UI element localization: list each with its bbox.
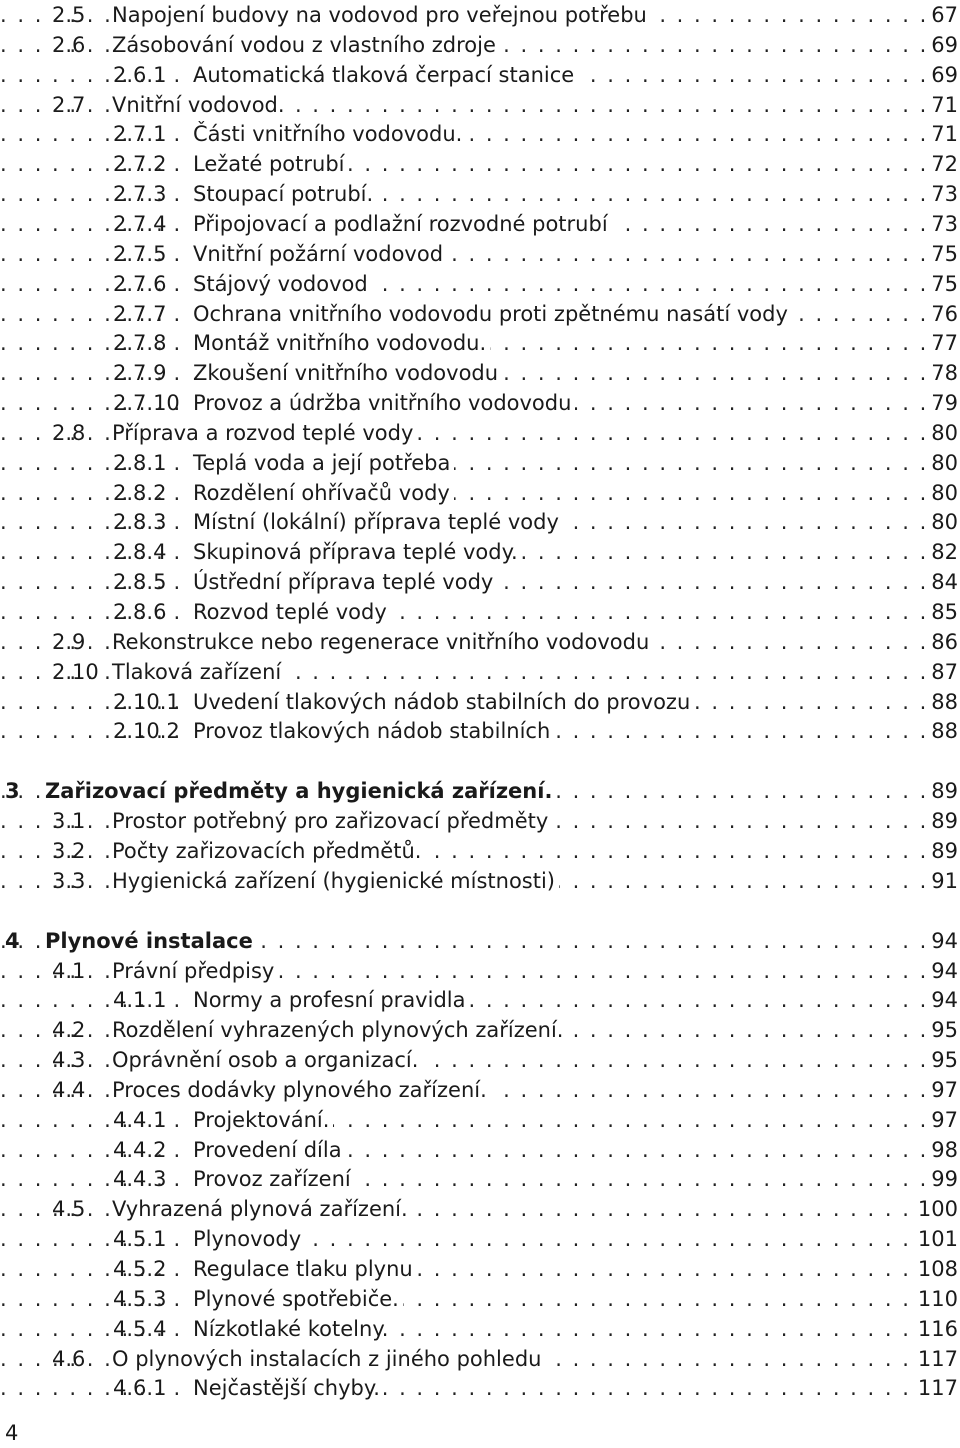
- toc-entry-row[interactable]: [0, 0, 960, 30]
- toc-entry-number: 4.6: [52, 1346, 86, 1371]
- toc-entry-page: 97: [925, 1105, 958, 1135]
- toc-leader-dots: [0, 448, 955, 478]
- toc-entry-number: 4.4.2: [113, 1137, 167, 1162]
- toc-entry-number: 2.8.4: [113, 540, 167, 565]
- toc-entry-number: 4.1.1: [113, 988, 167, 1013]
- toc-entry-row[interactable]: [0, 239, 960, 269]
- toc-entry-number: 3.1: [52, 809, 86, 834]
- toc-entry-number: 2.7.1: [113, 122, 167, 147]
- toc-entry-page: 94: [925, 926, 958, 956]
- page-number: 4: [5, 1421, 19, 1445]
- toc-entry-row[interactable]: [0, 1194, 960, 1224]
- toc-entry-number: 2.7.9: [113, 361, 167, 386]
- toc-entry-page: 84: [925, 567, 958, 597]
- toc-entry-page: 100: [912, 1194, 958, 1224]
- toc-entry-page: 69: [925, 60, 958, 90]
- toc-entry-row[interactable]: [0, 956, 960, 986]
- toc-entry-page: 89: [925, 776, 958, 806]
- toc-entry-page: 79: [925, 388, 958, 418]
- toc-entry-number: 2.7.6: [113, 271, 167, 296]
- toc-entry-number: 4.5.4: [113, 1316, 167, 1341]
- toc-entry-title: Provedení díla: [193, 1135, 346, 1165]
- toc-leader-dots: [0, 478, 955, 508]
- toc-entry-title: Tlaková zařízení: [112, 657, 285, 687]
- toc-entry-page: 78: [925, 358, 958, 388]
- toc-entry-row[interactable]: [0, 299, 960, 329]
- toc-entry-page: 91: [925, 866, 958, 896]
- toc-entry-row[interactable]: [0, 1105, 960, 1135]
- toc-entry-number: 2.6: [52, 32, 86, 57]
- toc-leader-dots: [0, 1105, 955, 1135]
- toc-entry-page: 77: [925, 328, 958, 358]
- toc-leader-dots: [0, 1314, 955, 1344]
- toc-entry-number: 4.5: [52, 1197, 86, 1222]
- toc-entry-title: Nízkotlaké kotelny.: [193, 1314, 392, 1344]
- toc-entry-title: Zkoušení vnitřního vodovodu: [193, 358, 502, 388]
- toc-entry-number: 2.6.1: [113, 62, 167, 87]
- toc-entry-row[interactable]: [0, 179, 960, 209]
- toc-entry-title: Prostor potřebný pro zařizovací předměty: [112, 806, 552, 836]
- toc-entry-row[interactable]: [0, 1075, 960, 1105]
- toc-entry-title: Regulace tlaku plynu: [193, 1254, 417, 1284]
- toc-entry-title: Ležaté potrubí: [193, 149, 349, 179]
- toc-entry-number: 2.9: [52, 629, 86, 654]
- toc-entry-row[interactable]: [0, 119, 960, 149]
- toc-entry-page: 67: [925, 0, 958, 30]
- toc-entry-row[interactable]: [0, 1164, 960, 1194]
- toc-entry-number: 2.10.1: [113, 689, 180, 714]
- toc-entry-page: 88: [925, 716, 958, 746]
- toc-leader-dots: [0, 119, 955, 149]
- toc-leader-dots: [0, 1284, 955, 1314]
- toc-entry-page: 95: [925, 1045, 958, 1075]
- toc-entry-number: 2.7.3: [113, 182, 167, 207]
- toc-leader-dots: [0, 179, 955, 209]
- toc-entry-number: 3: [5, 779, 20, 804]
- toc-entry-page: 75: [925, 239, 958, 269]
- toc-entry-title: Montáž vnitřního vodovodu.: [193, 328, 490, 358]
- toc-entry-title: Nejčastější chyby.: [193, 1373, 384, 1403]
- toc-entry-title: Proces dodávky plynového zařízení.: [112, 1075, 491, 1105]
- toc-entry-number: 2.5: [52, 3, 86, 27]
- toc-entry-row[interactable]: [0, 30, 960, 60]
- toc-entry-page: 117: [912, 1373, 958, 1403]
- toc-entry-title: Rozvod teplé vody: [193, 597, 391, 627]
- toc-entry-number: 2.7.7: [113, 301, 167, 326]
- toc-entry-page: 71: [925, 90, 958, 120]
- toc-entry-number: 2.8: [52, 420, 86, 445]
- toc-entry-title: Části vnitřního vodovodu.: [193, 119, 466, 149]
- toc-entry-row[interactable]: [0, 1015, 960, 1045]
- toc-entry-page: 82: [925, 537, 958, 567]
- toc-entry-row[interactable]: [0, 209, 960, 239]
- toc-entry-number: 3.2: [52, 838, 86, 863]
- toc-entry-title: Vnitřní vodovod.: [112, 90, 289, 120]
- toc-entry-row[interactable]: [0, 478, 960, 508]
- toc-entry-page: 98: [925, 1135, 958, 1165]
- toc-entry-page: 85: [925, 597, 958, 627]
- toc-entry-number: 4.5.3: [113, 1286, 167, 1311]
- toc-entry-title: Plynové instalace: [45, 926, 257, 956]
- toc-entry-number: 3.3: [52, 868, 86, 893]
- toc-entry-row[interactable]: [0, 388, 960, 418]
- toc-entry-row[interactable]: [0, 358, 960, 388]
- toc-leader-dots: [0, 1254, 955, 1284]
- toc-entry-number: 2.8.3: [113, 510, 167, 535]
- toc-chapter-row[interactable]: [0, 926, 960, 956]
- toc-leader-dots: [0, 1164, 955, 1194]
- toc-entry-row[interactable]: [0, 1224, 960, 1254]
- toc-entry-title: Ochrana vnitřního vodovodu proti zpětnému nasátí vody: [193, 299, 792, 329]
- toc-entry-row[interactable]: [0, 149, 960, 179]
- toc-entry-title: Stájový vodovod: [193, 269, 372, 299]
- toc-entry-number: 4.3: [52, 1048, 86, 1073]
- toc-entry-title: Právní předpisy: [112, 956, 278, 986]
- toc-entry-number: 4.4: [52, 1077, 86, 1102]
- toc-entry-number: 2.7: [52, 92, 86, 117]
- toc-entry-row[interactable]: [0, 1344, 960, 1374]
- toc-entry-page: 89: [925, 806, 958, 836]
- toc-entry-title: Rozdělení ohřívačů vody: [193, 478, 454, 508]
- toc-entry-row[interactable]: [0, 567, 960, 597]
- toc-entry-row[interactable]: [0, 418, 960, 448]
- toc-entry-page: 116: [912, 1314, 958, 1344]
- toc-leader-dots: [0, 985, 955, 1015]
- toc-leader-dots: [0, 239, 955, 269]
- toc-entry-number: 2.8.6: [113, 600, 167, 624]
- toc-entry-page: 110: [912, 1284, 958, 1314]
- toc-entry-title: Příprava a rozvod teplé vody: [112, 418, 417, 448]
- toc-entry-number: 4.5.2: [113, 1257, 167, 1281]
- toc-entry-number: 4.4.1: [113, 1107, 167, 1132]
- toc-entry-row[interactable]: [0, 60, 960, 90]
- toc-entry-number: 4.1: [52, 958, 86, 983]
- toc-entry-row[interactable]: [0, 1135, 960, 1165]
- toc-entry-page: 80: [925, 448, 958, 478]
- toc-entry-page: 88: [925, 687, 958, 717]
- toc-leader-dots: [0, 269, 955, 299]
- toc-entry-page: 94: [925, 956, 958, 986]
- toc-entry-title: Počty zařizovacích předmětů.: [112, 836, 425, 866]
- toc-entry-row[interactable]: [0, 687, 960, 717]
- toc-entry-title: Připojovací a podlažní rozvodné potrubí: [193, 209, 612, 239]
- toc-entry-title: Zařizovací předměty a hygienická zařízení.: [45, 776, 556, 806]
- toc-entry-row[interactable]: [0, 1254, 960, 1284]
- toc-entry-row[interactable]: [0, 1045, 960, 1075]
- toc-entry-title: Oprávnění osob a organizací.: [112, 1045, 422, 1075]
- toc-entry-row[interactable]: [0, 507, 960, 537]
- toc-entry-row[interactable]: [0, 1373, 960, 1403]
- toc-entry-row[interactable]: [0, 836, 960, 866]
- toc-entry-number: 2.8.5: [113, 570, 167, 595]
- toc-entry-number: 2.7.8: [113, 331, 167, 356]
- toc-entry-row[interactable]: [0, 448, 960, 478]
- toc-entry-row[interactable]: [0, 806, 960, 836]
- toc-entry-number: 2.10: [52, 659, 99, 684]
- toc-entry-row[interactable]: [0, 269, 960, 299]
- toc-entry-page: 71: [925, 119, 958, 149]
- toc-entry-title: Rekonstrukce nebo regenerace vnitřního vodovodu: [112, 627, 653, 657]
- toc-entry-title: Vyhrazená plynová zařízení.: [112, 1194, 412, 1224]
- toc-entry-title: Normy a profesní pravidla: [193, 985, 469, 1015]
- toc-entry-page: 94: [925, 985, 958, 1015]
- toc-entry-row[interactable]: [0, 1284, 960, 1314]
- toc-entry-title: Napojení budovy na vodovod pro veřejnou potřebu: [112, 0, 651, 30]
- toc-leader-dots: [0, 149, 955, 179]
- toc-entry-title: Provoz tlakových nádob stabilních: [193, 716, 554, 746]
- toc-leader-dots: [0, 1373, 955, 1403]
- toc-entry-title: Ústřední příprava teplé vody: [193, 567, 497, 597]
- toc-entry-page: 87: [925, 657, 958, 687]
- toc-entry-title: Skupinová příprava teplé vody.: [193, 537, 522, 567]
- toc-entry-title: Teplá voda a její potřeba: [193, 448, 454, 478]
- toc-entry-number: 2.7.5: [113, 241, 167, 266]
- toc-entry-page: 95: [925, 1015, 958, 1045]
- toc-entry-number: 4.6.1: [113, 1376, 167, 1401]
- toc-entry-row[interactable]: [0, 328, 960, 358]
- toc-entry-title: Provoz a údržba vnitřního vodovodu: [193, 388, 575, 418]
- toc-entry-title: Provoz zařízení: [193, 1164, 355, 1194]
- toc-chapter-row[interactable]: [0, 776, 960, 806]
- toc-entry-row[interactable]: [0, 716, 960, 746]
- toc-entry-page: 80: [925, 418, 958, 448]
- toc-entry-title: Projektování.: [193, 1105, 333, 1135]
- toc-entry-number: 2.7.10: [113, 391, 180, 416]
- toc-entry-title: Místní (lokální) příprava teplé vody: [193, 507, 563, 537]
- toc-entry-title: O plynových instalacích z jiného pohledu: [112, 1344, 545, 1374]
- toc-entry-number: 2.7.4: [113, 211, 167, 236]
- toc-entry-page: 89: [925, 836, 958, 866]
- toc-entry-number: 2.7.2: [113, 152, 167, 177]
- toc-entry-page: 86: [925, 627, 958, 657]
- toc-leader-dots: [0, 597, 955, 627]
- toc-entry-title: Uvedení tlakových nádob stabilních do provozu: [193, 687, 694, 717]
- toc-entry-title: Vnitřní požární vodovod: [193, 239, 447, 269]
- toc-entry-row[interactable]: [0, 985, 960, 1015]
- toc-entry-row[interactable]: [0, 1314, 960, 1344]
- toc-entry-title: Plynovody: [193, 1224, 305, 1254]
- toc-entry-number: 4: [5, 928, 20, 953]
- toc-leader-dots: [0, 1135, 955, 1165]
- toc-entry-row[interactable]: [0, 866, 960, 896]
- toc-entry-title: Stoupací potrubí.: [193, 179, 377, 209]
- toc-entry-page: 80: [925, 507, 958, 537]
- toc-entry-page: 97: [925, 1075, 958, 1105]
- toc-entry-page: 75: [925, 269, 958, 299]
- toc-entry-number: 2.10.2: [113, 719, 180, 744]
- toc-entry-page: 72: [925, 149, 958, 179]
- toc-entry-page: 108: [912, 1254, 958, 1284]
- toc-entry-number: 4.2: [52, 1018, 86, 1043]
- toc-entry-page: 76: [925, 299, 958, 329]
- toc-entry-row[interactable]: [0, 657, 960, 687]
- toc-entry-row[interactable]: [0, 90, 960, 120]
- toc-entry-title: Rozdělení vyhrazených plynových zařízení.: [112, 1015, 567, 1045]
- toc-entry-page: 80: [925, 478, 958, 508]
- toc-entry-number: 4.4.3: [113, 1167, 167, 1192]
- toc-entry-page: 101: [912, 1224, 958, 1254]
- toc-entry-page: 73: [925, 209, 958, 239]
- toc-entry-number: 2.8.1: [113, 450, 167, 475]
- toc-entry-page: 99: [925, 1164, 958, 1194]
- toc-entry-title: Plynové spotřebiče.: [193, 1284, 403, 1314]
- toc-entry-row[interactable]: [0, 537, 960, 567]
- toc-entry-title: Zásobování vodou z vlastního zdroje: [112, 30, 500, 60]
- toc-entry-row[interactable]: [0, 597, 960, 627]
- toc-entry-page: 69: [925, 30, 958, 60]
- toc-entry-number: 2.8.2: [113, 480, 167, 505]
- toc-entry-page: 117: [912, 1344, 958, 1374]
- toc-entry-number: 4.5.1: [113, 1227, 167, 1252]
- toc-entry-title: Hygienická zařízení (hygienické místnosti): [112, 866, 559, 896]
- toc-leader-dots: [0, 1224, 955, 1254]
- toc-entry-page: 73: [925, 179, 958, 209]
- toc-entry-row[interactable]: [0, 627, 960, 657]
- toc-entry-title: Automatická tlaková čerpací stanice: [193, 60, 578, 90]
